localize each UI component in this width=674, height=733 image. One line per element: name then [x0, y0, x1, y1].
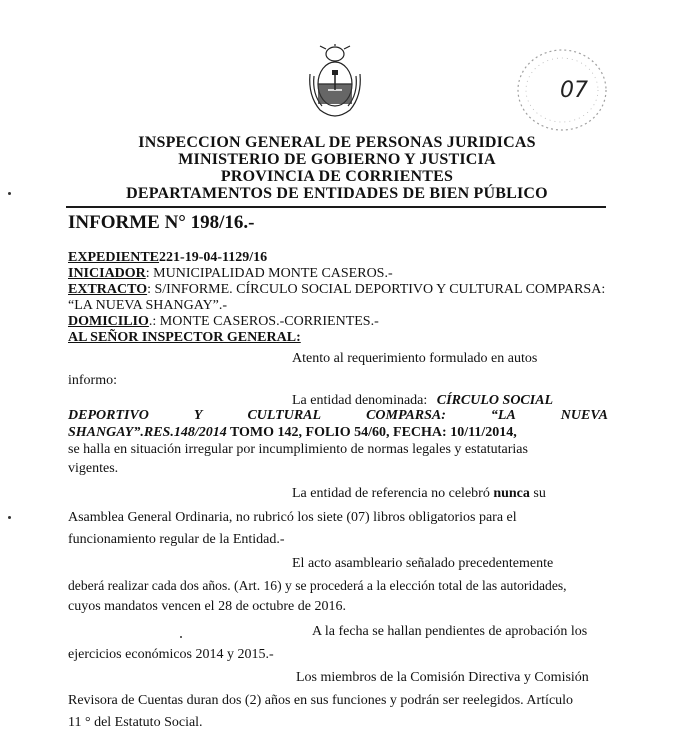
para2-entity-name-1: CÍRCULO SOCIAL: [436, 393, 554, 408]
scan-speck: [8, 516, 11, 519]
para4-line2: deberá realizar cada dos años. (Art. 16) y se procederá a la elección total de las autoridades,: [68, 578, 567, 593]
header-line-1: INSPECCION GENERAL DE PERSONAS JURIDICAS: [138, 134, 536, 151]
para3-line1: [292, 485, 546, 502]
iniciador-label: INICIADOR: [68, 266, 146, 281]
expediente-label: EXPEDIENTE: [68, 250, 160, 265]
para3-pre: La entidad de referencia no celebró: [292, 486, 494, 501]
para2-line5: vigentes.: [68, 461, 119, 476]
meta-addressee: [68, 330, 301, 346]
scan-speck: [180, 636, 182, 638]
meta-domicilio: [68, 314, 379, 330]
header-line-4: DEPARTAMENTOS DE ENTIDADES DE BIEN PÚBLICO: [126, 185, 548, 202]
expediente-value: 221-19-04-1129/16: [159, 250, 268, 265]
para6-line3: 11 ° del Estatuto Social.: [68, 715, 203, 730]
coat-of-arms-seal: [306, 44, 364, 118]
meta-iniciador: [68, 266, 393, 282]
domicilio-value: .: MONTE CASEROS.-CORRIENTES.-: [148, 314, 379, 329]
para1-line1: Atento al requerimiento formulado en autos: [292, 351, 538, 366]
para3-line2: Asamblea General Ordinaria, no rubricó los siete (07) libros obligatorios para el: [68, 510, 517, 525]
para2-entity-name-2: SHANGAY”.RES.148/2014: [68, 425, 227, 440]
domicilio-label: DOMICILIO: [68, 314, 149, 329]
para2-word: CULTURAL: [247, 408, 322, 423]
para4-line1: El acto asambleario señalado precedentemente: [292, 556, 554, 571]
addressee: AL SEÑOR INSPECTOR GENERAL:: [68, 330, 301, 345]
para3-line3: funcionamiento regular de la Entidad.-: [68, 532, 285, 547]
para2-word: COMPARSA:: [366, 408, 446, 423]
para3-bold: nunca: [493, 486, 530, 501]
para2-word: NUEVA: [560, 408, 608, 423]
para2-line3: [68, 424, 517, 441]
report-title: INFORME N° 198/16.-: [68, 212, 255, 233]
header-line-3: PROVINCIA DE CORRIENTES: [220, 168, 454, 185]
iniciador-value: : MUNICIPALIDAD MONTE CASEROS.-: [145, 266, 393, 281]
para2-word: DEPORTIVO: [68, 408, 149, 423]
para1-line2: informo:: [68, 373, 117, 388]
meta-extracto: [68, 282, 605, 298]
para5-line1: A la fecha se hallan pendientes de aprobación los: [312, 624, 588, 639]
para2-word: Y: [193, 408, 203, 423]
para2-line1: [292, 392, 553, 409]
para6-line2: Revisora de Cuentas duran dos (2) años en sus funciones y podrán ser reelegidos. Artículo: [68, 693, 574, 708]
para2-tomo: TOMO 142, FOLIO 54/60, FECHA: 10/11/2014,: [226, 425, 517, 440]
stamp-number: 07: [560, 78, 588, 103]
para6-line1: Los miembros de la Comisión Directiva y Comisión: [296, 670, 589, 685]
para4-line3: cuyos mandatos vencen el 28 de octubre de 2016.: [68, 599, 346, 614]
para3-post: su: [529, 486, 546, 501]
extracto-value: : S/INFORME. CÍRCULO SOCIAL DEPORTIVO Y CULTURAL COMPARSA:: [147, 282, 606, 297]
header-line-2: MINISTERIO DE GOBIERNO Y JUSTICIA: [178, 151, 496, 168]
para2-intro: La entidad denominada:: [292, 393, 428, 408]
extracto-label: EXTRACTO: [68, 282, 148, 297]
meta-expediente: [68, 250, 267, 266]
para5-line2: ejercicios económicos 2014 y 2015.-: [68, 647, 274, 662]
para2-word: “LA: [490, 408, 516, 423]
para2-line4: se halla en situación irregular por incumplimiento de normas legales y estatutarias: [68, 442, 528, 457]
para2-line2: [68, 408, 608, 424]
meta-extracto-line2: “LA NUEVA SHANGAY”.-: [68, 298, 228, 313]
folio-stamp: [512, 44, 612, 136]
header-divider: [66, 206, 606, 208]
